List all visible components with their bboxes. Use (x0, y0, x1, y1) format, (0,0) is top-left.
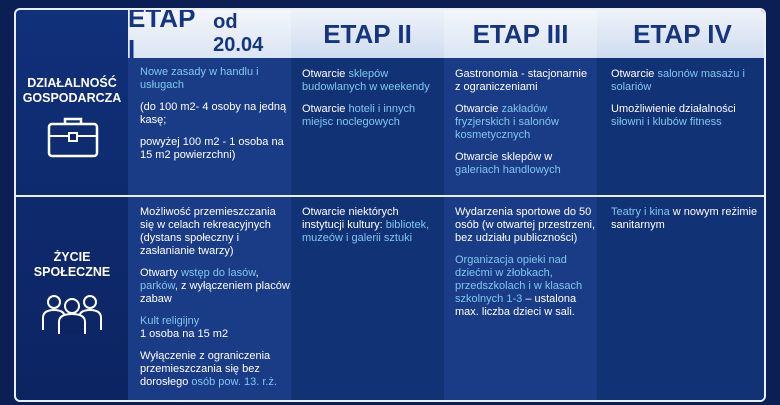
header-etap-1-title: ETAP I (128, 8, 195, 64)
social-etap-1 (140, 206, 290, 398)
economic-etap-2 (302, 68, 440, 138)
label-column (16, 10, 128, 400)
economic-etap-3-item-2: Otwarcie zakładów fryzjerskich i salonów kosmetycznych (455, 103, 559, 141)
social-etap-1-item-3: Kult religijny 1 osoba na 15 m2 (140, 315, 229, 340)
row-label-social (16, 250, 128, 280)
social-etap-3 (455, 206, 595, 328)
briefcase-icon (46, 114, 100, 165)
economic-etap-4-item-2: Umożliwienie działalności siłowni i klubów fitness (611, 103, 736, 128)
economic-etap-3-item-3: Otwarcie sklepów w galeriach handlowych (455, 151, 561, 176)
social-etap-2-item-1: Otwarcie niektórych instytucji kultury: bibliotek, muzeów i galerii sztuki (302, 206, 430, 244)
people-icon (40, 290, 104, 341)
economic-etap-2-item-2: Otwarcie hoteli i innych miejsc noclegowych (302, 103, 416, 128)
economic-etap-3-item-1: Gastronomia - stacjonarnie z ograniczeniami (455, 68, 588, 93)
header-etap-4-title: ETAP IV (633, 18, 732, 49)
economic-etap-3 (455, 68, 595, 186)
economic-etap-1-rule: Nowe zasady w handlu i usługach (140, 66, 259, 91)
social-etap-1-item-1: Możliwość przemieszczania się w celach rekreacyjnych (dystans społeczny i zasłanianie twarzy) (140, 206, 276, 257)
economic-etap-1-limit-small: (do 100 m2- 4 osoby na jedną kasę; (140, 101, 287, 126)
economic-etap-1-limit-large: powyżej 100 m2 - 1 osoba na 15 m2 powierzchni) (140, 136, 284, 161)
social-etap-1-item-2: Otwarty wstęp do lasów, parków, z wyłączeniem placów zabaw (140, 267, 290, 305)
economic-etap-4-item-1: Otwarcie salonów masażu i solariów (611, 68, 745, 93)
header-etap-3-title: ETAP III (472, 18, 569, 49)
header-etap-2-title: ETAP II (323, 18, 412, 49)
header-etap-1-date: od 20.04 (213, 11, 264, 56)
social-etap-4-item-1: Teatry i kina w nowym reżimie sanitarnym (611, 206, 758, 231)
social-etap-1-item-4: Wyłączenie z ograniczenia przemieszczania się bez dorosłego osób pow. 13. r.ż. (140, 350, 277, 388)
header-etap-2 (291, 10, 444, 58)
row-divider (16, 195, 764, 197)
social-etap-2 (302, 206, 440, 254)
header-etap-3 (444, 10, 597, 58)
social-etap-3-item-1: Wydarzenia sportowe do 50 osób (w otwartej przestrzeni, bez udziału publiczności) (455, 206, 595, 244)
header-etap-1 (128, 8, 291, 64)
header-etap-4 (597, 10, 766, 58)
row-label-social-line-2: SPOŁECZNE (33, 265, 111, 279)
social-etap-3-item-2: Organizacja opieki nad dziećmi w żłobkach, przedszkolach i w klasach szkolnych 1-3 – ustalona max. liczba dzieci w sali. (455, 254, 583, 318)
row-label-economic (16, 76, 128, 106)
economic-etap-4 (611, 68, 761, 138)
infographic-frame (14, 8, 766, 402)
row-label-economic-line-1: DZIAŁALNOŚĆ (27, 76, 117, 90)
row-label-social-line-1: ŻYCIE (53, 250, 91, 264)
social-etap-4 (611, 206, 761, 241)
row-label-economic-line-2: GOSPODARCZA (22, 91, 122, 105)
economic-etap-1 (140, 66, 288, 171)
economic-etap-2-item-1: Otwarcie sklepów budowlanych w weekendy (302, 68, 430, 93)
